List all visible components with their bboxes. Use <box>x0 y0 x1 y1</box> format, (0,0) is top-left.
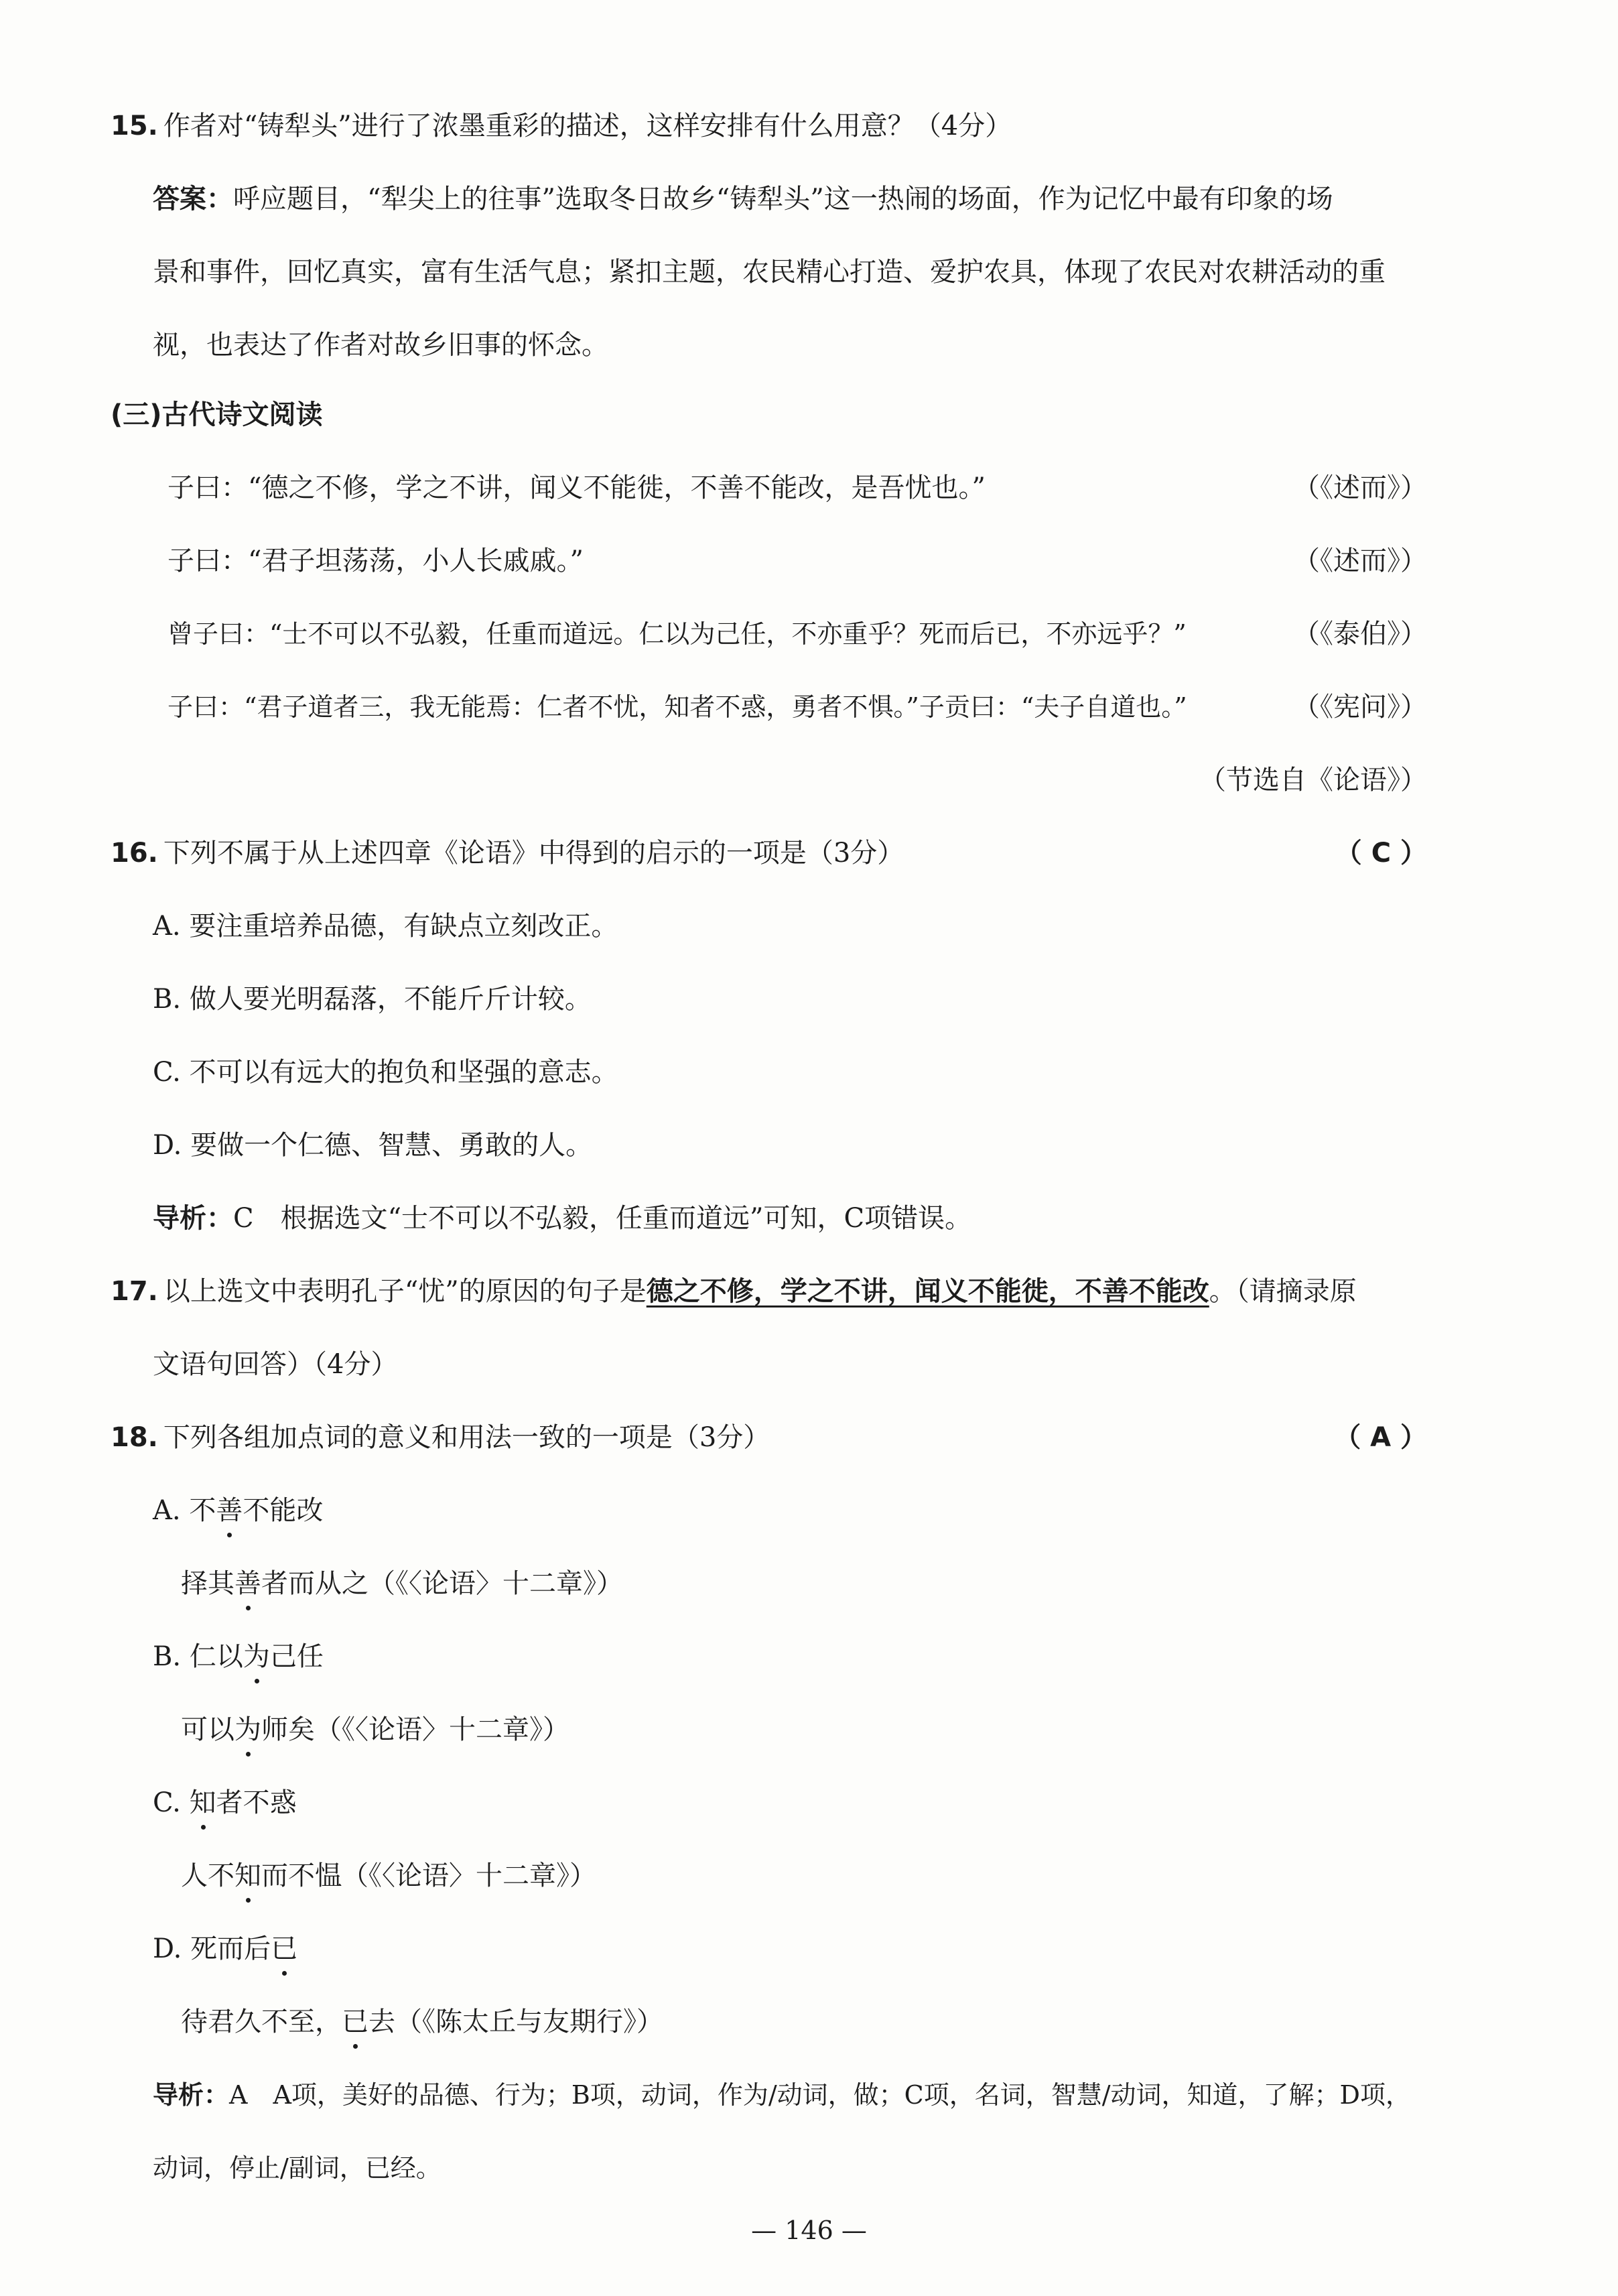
q18-option-c-ref-post: 而不愠（《〈论语〉十二章》） <box>261 1860 596 1891</box>
q18-analysis-line-1 <box>153 2076 1411 2114</box>
q18-option-a-text-post: 不能改 <box>243 1495 324 1526</box>
q18-option-b-ref-post: 师矣（《〈论语〉十二章》） <box>261 1714 569 1745</box>
passage-1-text: 子曰：“德之不修，学之不讲，闻义不能徙，不善不能改，是吾忧也。” <box>167 472 986 503</box>
q16-analysis: C 根据选文“士不可以不弘毅，任重而道远”可知，C项错误。 <box>233 1203 972 1234</box>
q18-option-d-ref-post: 去（《陈太丘与友期行》） <box>368 2006 663 2037</box>
q15-stem-line <box>111 107 1012 145</box>
section3-title: (三)古代诗文阅读 <box>111 399 323 430</box>
q18-option-b-line-2 <box>181 1711 569 1748</box>
passage-1-source: （《述而》） <box>1293 472 1427 503</box>
q15-answer-line-3: 视，也表达了作者对故乡旧事的怀念。 <box>153 330 608 361</box>
q18-option-c-line-2 <box>181 1857 596 1895</box>
q18-option-d-ref-pre: 待君久不至， <box>181 2006 342 2037</box>
passage-3-source: （《泰伯》） <box>1293 619 1427 649</box>
q18-option-c-dotted-word: 知 <box>190 1784 216 1822</box>
q16-option-c: C. 不可以有远大的抱负和坚强的意志。 <box>153 1057 618 1088</box>
q18-option-d-line-1 <box>153 1930 297 1968</box>
q15-answer-label: 答案： <box>153 184 233 214</box>
q18-option-a-ref-pre: 择其 <box>181 1568 234 1599</box>
q18-option-b-ref-dotted-word: 为 <box>234 1711 261 1748</box>
q15-answer-line-2: 景和事件，回忆真实，富有生活气息；紧扣主题，农民精心打造、爱护农具，体现了农民对农耕活动的重 <box>153 257 1386 288</box>
q18-option-b-ref-pre: 可以 <box>181 1714 234 1745</box>
passage-2-source: （《述而》） <box>1293 546 1427 576</box>
q16-option-b: B. 做人要光明磊落，不能斤斤计较。 <box>153 984 592 1015</box>
q16-stem-line <box>111 834 904 872</box>
q18-option-c-line-1 <box>153 1784 297 1822</box>
q18-option-c-ref-dotted-word: 知 <box>234 1857 261 1895</box>
q17-number: 17. <box>111 1276 158 1307</box>
q16-analysis-label: 导析： <box>153 1203 233 1234</box>
q18-option-a-line-2 <box>181 1565 623 1602</box>
passage-3-text: 曾子曰：“士不可以不弘毅，任重而道远。仁以为己任，不亦重乎？死而后已，不亦远乎？” <box>167 619 1187 649</box>
q15-answer-line-1 <box>153 180 1333 218</box>
q15-answer-text-1: 呼应题目，“犁尖上的往事”选取冬日故乡“铸犁头”这一热闹的场面，作为记忆中最有印象的场 <box>233 184 1333 214</box>
q18-option-c-text-post: 者不惑 <box>216 1787 297 1818</box>
q15-number: 15. <box>111 111 158 141</box>
q15-stem: 作者对“铸犁头”进行了浓墨重彩的描述，这样安排有什么用意？（4分） <box>163 111 1012 141</box>
q18-stem-line <box>111 1419 770 1456</box>
q18-option-a-ref-post: 者而从之（《〈论语〉十二章》） <box>261 1568 623 1599</box>
excerpt-note: （节选自《论语》） <box>1199 765 1427 795</box>
q18-option-d-text-pre: 死而后 <box>190 1933 271 1964</box>
q17-filled-answer: 德之不修，学之不讲，闻义不能徙，不善不能改 <box>646 1276 1209 1307</box>
q18-option-d-dotted-word: 已 <box>271 1930 297 1968</box>
q18-option-a-line-1 <box>153 1492 323 1529</box>
q17-stem-line-2: 文语句回答）（4分） <box>153 1349 398 1380</box>
q16-answer: （ C ） <box>1335 838 1427 869</box>
q18-analysis-label: 导析： <box>153 2080 230 2110</box>
q18-option-a-label: A. <box>153 1495 181 1526</box>
q18-option-b-text-pre: 仁以 <box>189 1641 243 1672</box>
q17-stem-post: 。（请摘录原 <box>1209 1276 1357 1307</box>
q17-stem-pre: 以上选文中表明孔子“忧”的原因的句子是 <box>163 1276 647 1307</box>
q18-analysis-line-2: 动词，停止/副词，已经。 <box>153 2153 442 2183</box>
q18-option-a-ref-dotted-word: 善 <box>234 1565 261 1602</box>
q18-number: 18. <box>111 1422 158 1453</box>
q18-option-c-label: C. <box>153 1787 181 1818</box>
q18-option-d-ref-dotted-word: 已 <box>342 2003 368 2041</box>
q18-option-b-line-1 <box>153 1638 324 1675</box>
q18-answer: （ A ） <box>1334 1422 1427 1453</box>
q17-stem-line <box>111 1273 1357 1310</box>
q16-option-d: D. 要做一个仁德、智慧、勇敢的人。 <box>153 1130 593 1161</box>
q16-stem: 下列不属于从上述四章《论语》中得到的启示的一项是（3分） <box>163 838 904 869</box>
q18-analysis-text-1: A A项，美好的品德、行为；B项，动词，作为/动词，做；C项，名词，智慧/动词，知道，了解；D项， <box>229 2080 1411 2110</box>
q18-option-b-label: B. <box>153 1641 182 1672</box>
q18-option-c-ref-pre: 人不 <box>181 1860 234 1891</box>
q18-option-b-dotted-word: 为 <box>243 1638 270 1675</box>
page-number: — 146 — <box>751 2216 867 2245</box>
q18-option-a-text-pre: 不 <box>189 1495 216 1526</box>
passage-2-text: 子曰：“君子坦荡荡，小人长戚戚。” <box>167 546 584 576</box>
q16-option-a: A. 要注重培养品德，有缺点立刻改正。 <box>153 911 618 942</box>
q18-option-d-line-2 <box>181 2003 663 2041</box>
q16-number: 16. <box>111 838 158 869</box>
passage-4-text: 子曰：“君子道者三，我无能焉：仁者不忧，知者不惑，勇者不惧。”子贡曰：“夫子自道也。” <box>167 692 1187 722</box>
q18-option-d-label: D. <box>153 1933 182 1964</box>
q18-stem: 下列各组加点词的意义和用法一致的一项是（3分） <box>163 1422 770 1453</box>
q16-analysis-line <box>153 1200 971 1237</box>
q18-option-a-dotted-word: 善 <box>216 1492 243 1529</box>
q18-option-b-text-post: 己任 <box>269 1641 324 1672</box>
passage-4-source: （《宪问》） <box>1293 692 1427 722</box>
